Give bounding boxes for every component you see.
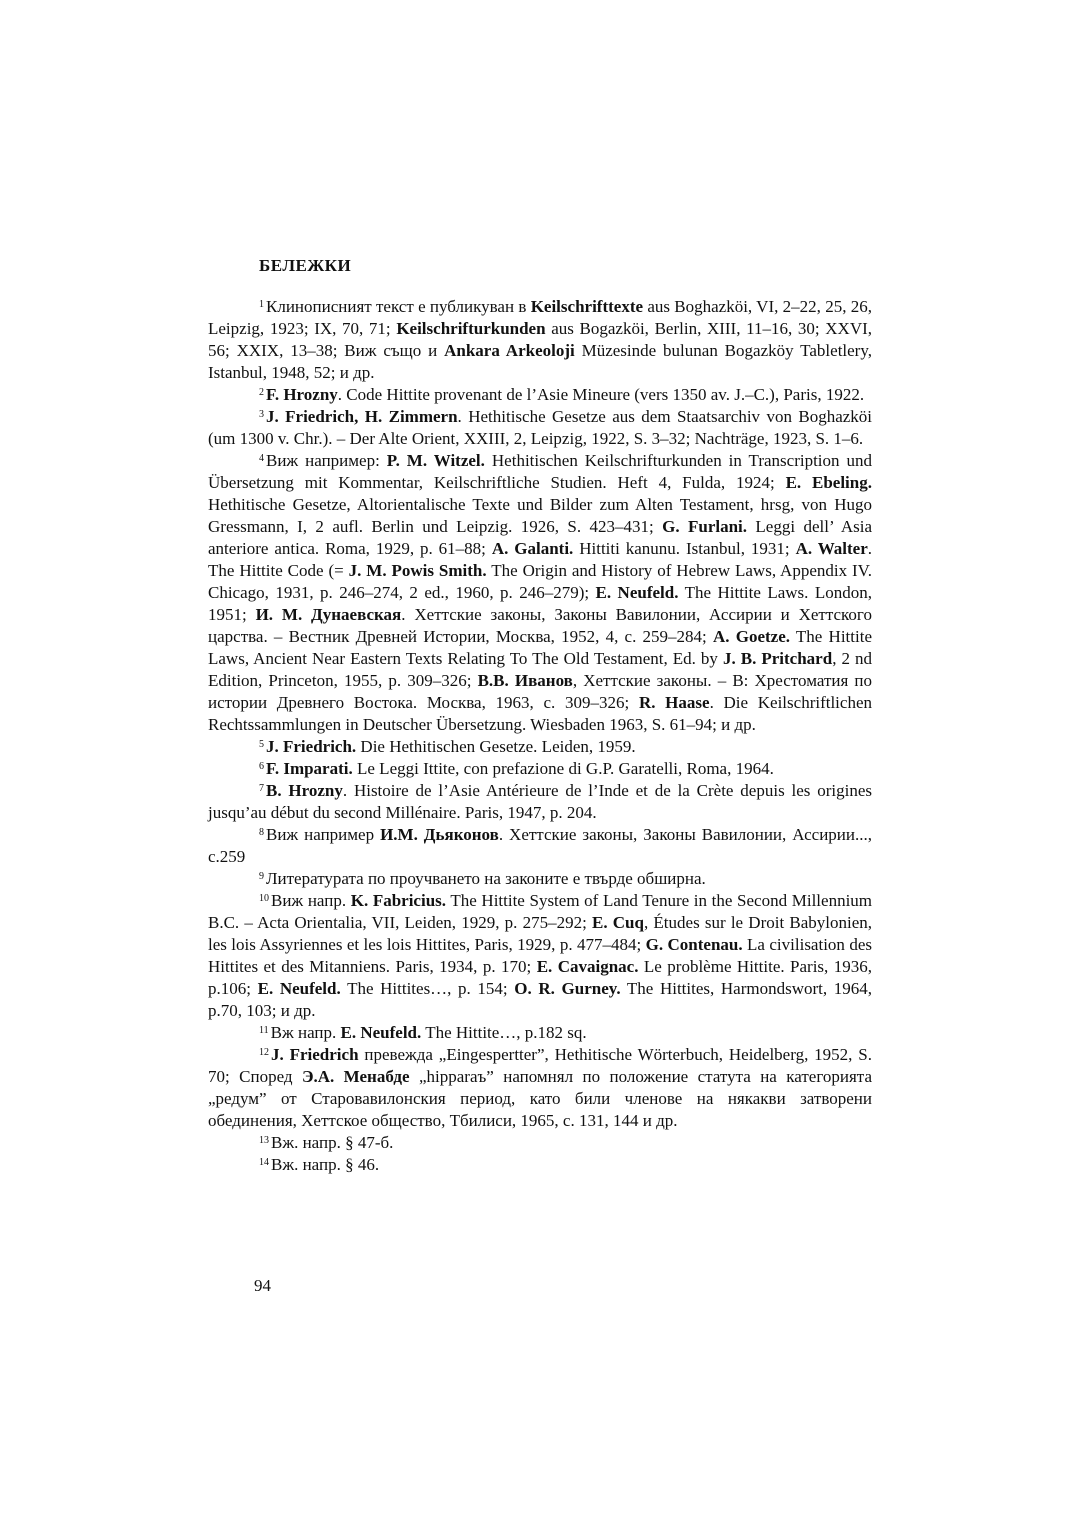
footnote-author: O. R. Gurney. [514,979,621,998]
footnote-text: . The Hittite Code (= [208,539,872,580]
footnote-number: 2 [259,387,264,398]
footnote-author: Ankara Arkeoloji [444,341,575,360]
footnote-text: . Хеттские законы, Законы Вавилонии, Ассирии и Хеттского царства. – Вестник Древней Истории, Москва, 1952, 4, с. 259–284; [208,605,872,646]
footnote [208,890,872,1022]
footnote [208,780,872,824]
footnote [208,296,872,384]
footnote-author: J. Friedrich. [266,737,357,756]
footnote-author: F. Hrozny [266,385,338,404]
footnote-text: Виж например [266,825,381,844]
footnote-text: Leggi dell’ Asia anteriore antica. Roma, 1929, p. 61–88; [208,517,872,558]
footnote [208,384,872,406]
footnote-number: 4 [259,453,264,464]
footnote-number: 13 [259,1135,269,1146]
footnote-author: J. M. Powis Smith. [348,561,487,580]
footnotes-list [208,296,872,1176]
page-heading: БЕЛЕЖКИ [259,256,352,275]
footnote-author: F. Imparati. [266,759,353,778]
footnote-text: , Хеттские законы. – В: Хрестоматия по истории Древнего Востока. Москва, 1963, с. 309–326; [208,671,873,712]
footnote [208,1154,872,1176]
footnote-number: 3 [259,409,264,420]
footnote-author: A. Goetze. [713,627,791,646]
footnote-text: , 2 nd Edition, Princeton, 1955, p. 309–326; [208,649,873,690]
footnote [208,406,872,450]
footnote-text: Hethitischen Keilschrifturkunden in Transcription und Übersetzung mit Kommentar, Keilschriftliche Studien. Heft 4, Fulda, 1924; [208,451,873,492]
footnote-text: Виж например: [266,451,387,470]
footnote [208,736,872,758]
footnote-text: , Études sur le Droit Babylonien, les lois Assyriennes et les lois Hittites, Paris, 1929, p. 477–484; [208,913,873,954]
footnote-text: Le Leggi Ittite, con prefazione di G.P. Garatelli, Roma, 1964. [352,759,774,778]
footnote-author: E. Neufeld. [340,1023,422,1042]
footnote-author: Э.А. Менабде [301,1067,410,1086]
page-number: 94 [254,1276,271,1295]
footnote [208,450,872,736]
footnote-author: E. Cavaignac. [536,957,639,976]
footnote-text: Литературата по проучването на законите е твърде обширна. [266,869,706,888]
footnote-author: A. Galanti. [491,539,574,558]
footnote [208,824,872,868]
footnote-text: The Hittite…, p.182 sq. [421,1023,587,1042]
footnote-author: В.В. Иванов [477,671,573,690]
footnote [208,1022,872,1044]
footnote-author: И.М. Дьяконов [380,825,499,844]
footnote-text: Die Hethitischen Gesetze. Leiden, 1959. [356,737,636,756]
footnote [208,1044,872,1132]
footnote-text: The Hittite Laws. London, 1951; [208,583,872,624]
footnote-author: R. Haase [638,693,710,712]
footnote-author: E. Ebeling. [785,473,872,492]
footnote-author: E. Cuq [592,913,644,932]
footnote-text: Hethitische Gesetze, Altorientalische Texte und Bilder zum Alten Testament, hrsg, von Hugo Gressmann, I, 2 aufl. Berlin und Leipzig. 1926, S. 423–431; [208,495,872,536]
footnote-number: 8 [259,827,264,838]
footnote-author: J. Friedrich [271,1045,359,1064]
footnote-text: Müzesinde bulunan Bogazköy Tabletlery, Istanbul, 1948, 52; и др. [208,341,872,382]
footnote-author: J. B. Pritchard [722,649,833,668]
footnote-text: The Hittite Laws, Ancient Near Eastern Texts Relating To The Old Testament, Ed. by [208,627,872,668]
footnote-author: A. Walter [795,539,868,558]
footnote-text: Виж напр. [271,891,351,910]
footnote-text: Клинописният текст е публикуван в [266,297,531,316]
footnote-text: aus Bogazköi, Berlin, XIII, 11–16, 30; XXVI, 56; XXIX, 13–38; Виж също и [208,319,873,360]
footnote-number: 1 [259,299,264,310]
footnote-text: The Hittite System of Land Tenure in the Second Millennium B.C. – Acta Orientalia, VII, Leiden, 1929, p. 275–292; [208,891,873,932]
footnote-text: Hittiti kanunu. Istanbul, 1931; [573,539,796,558]
footnote-text: La civilisation des Hittites et des Mitanniens. Paris, 1934, p. 170; [208,935,872,976]
footnote-author: G. Furlani. [662,517,748,536]
footnote-text: Вж. напр. § 46. [271,1155,380,1174]
footnote-author: B. Hrozny [266,781,343,800]
footnote-author: И. М. Дунаевская [255,605,402,624]
footnote-text: The Hittites, Harmondswort, 1964, p.70, 103; и др. [208,979,872,1020]
footnote [208,868,872,890]
footnote-text: превежда „Eingespertter”, Hethitische Wörterbuch, Heidelberg, 1952, S. 70; Според [208,1045,872,1086]
footnote-number: 14 [259,1157,269,1168]
footnote-author: K. Fabricius. [350,891,447,910]
footnote-number: 9 [259,871,264,882]
footnote-text: The Hittites…, p. 154; [340,979,515,998]
footnote-author: E. Neufeld. [595,583,679,602]
footnote-author: G. Contenau. [645,935,743,954]
footnote-author: Keilschrifturkunden [396,319,546,338]
footnote-text: Le problème Hittite. Paris, 1936, p.106; [208,957,872,998]
footnote [208,758,872,780]
footnote-text: . Code Hittite provenant de l’Asie Mineure (vers 1350 av. J.–C.), Paris, 1922. [337,385,865,404]
footnote-number: 10 [259,893,269,904]
footnote-text: . Hethitische Gesetze aus dem Staatsarchiv von Boghazköi (um 1300 v. Chr.). – Der Alte Orient, XXIII, 2, Leipzig, 1922, S. 3–32; Nachträge, 1923, S. 1–6. [208,407,873,448]
footnote-text: Вж напр. [270,1023,341,1042]
footnote-number: 12 [259,1047,269,1058]
footnote-number: 6 [259,761,264,772]
footnote-author: Keilschrifttexte [530,297,644,316]
footnote-author: P. M. Witzel. [386,451,485,470]
footnote-number: 11 [259,1025,269,1036]
footnote-author: J. Friedrich, H. Zimmern [266,407,458,426]
footnote-text: . Histoire de l’Asie Antérieure de l’Inde et de la Crète depuis les origines jusqu’au début du second Millénaire. Paris, 1947, p. 204. [208,781,872,822]
footnote-text: aus Boghazköi, VI, 2–22, 25, 26, Leipzig, 1923; IX, 70, 71; [208,297,872,338]
footnote-text: „hipparaъ” напомнял по положение статута на категорията „редум” от Старовавилонския период, като били членове на някакви затворени обединения, Хеттское общество, Тбилиси, 1965, с. 131, 144 и др. [208,1067,872,1130]
footnote-text: The Origin and History of Hebrew Laws, Appendix IV. Chicago, 1931, p. 246–274, 2 ed., 1960, p. 246–279); [208,561,872,602]
footnote-text: Вж. напр. § 47-б. [271,1133,394,1152]
footnote-number: 5 [259,739,264,750]
footnote-text: . Die Keilschriftlichen Rechtssammlungen in Deutscher Übersetzung. Wiesbaden 1963, S. 61–94; и др. [208,693,872,734]
footnote [208,1132,872,1154]
footnote-text: . Хеттские законы, Законы Вавилонии, Ассирии..., с.259 [208,825,872,866]
footnote-number: 7 [259,783,264,794]
footnote-author: E. Neufeld. [257,979,341,998]
